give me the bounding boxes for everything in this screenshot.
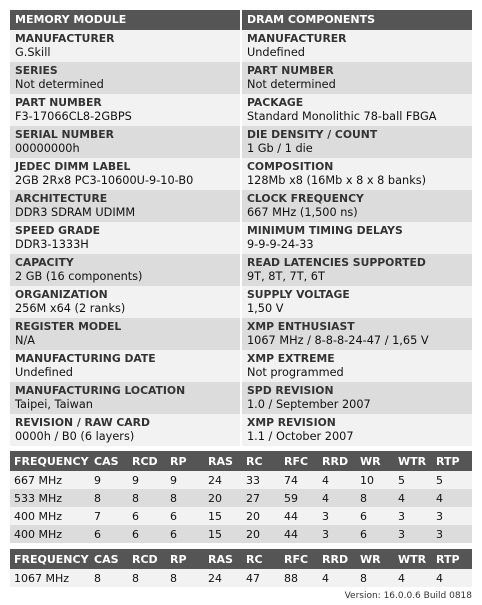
field-value: 00000000h [15,142,80,155]
memory-module-header: MEMORY MODULE [10,10,240,30]
left-info-cell [10,30,240,62]
right-info-cell [242,414,472,446]
left-info-cell [10,318,240,350]
field-value: 2 GB (16 components) [15,270,143,283]
timing-cell: 533 MHz [10,489,90,507]
timing-column-header: WTR [394,549,432,569]
field-label: MANUFACTURER [247,32,347,45]
timing-cell: 8 [128,569,166,587]
timing-cell: 27 [242,489,280,507]
timing-column-header: RC [242,451,280,471]
field-value: 667 MHz (1,500 ns) [247,206,358,219]
right-info-cell [242,254,472,286]
memory-module-column [10,10,240,446]
timing-cell: 47 [242,569,280,587]
timing-cell: 8 [356,489,394,507]
timing-cell: 5 [394,471,432,489]
timing-cell: 44 [280,525,318,543]
field-value: 256M x64 (2 ranks) [15,302,126,315]
timing-cell: 8 [90,489,128,507]
field-label: CAPACITY [15,256,74,269]
timing-cell: 3 [318,507,356,525]
timing-column-header: CAS [90,451,128,471]
right-info-cell [242,222,472,254]
field-value: Not determined [15,78,104,91]
left-info-cell [10,94,240,126]
field-value: 1.1 / October 2007 [247,430,354,443]
right-info-cell [242,94,472,126]
table-row [10,507,472,525]
right-info-cell [242,382,472,414]
timing-column-header: RFC [280,451,318,471]
field-label: MANUFACTURING LOCATION [15,384,186,397]
timing-cell: 4 [318,569,356,587]
timing-column-header: WTR [394,451,432,471]
field-value: Undefined [247,46,305,59]
timing-column-header: RRD [318,549,356,569]
timing-cell: 20 [242,507,280,525]
timing-cell: 24 [204,471,242,489]
timing-column-header: RAS [204,549,242,569]
jedec-timing-table [10,451,472,543]
timing-cell: 8 [166,569,204,587]
timing-cell: 10 [356,471,394,489]
field-label: MINIMUM TIMING DELAYS [247,224,403,237]
timing-column-header: RAS [204,451,242,471]
table-row [10,471,472,489]
xmp-timing-table [10,549,472,587]
timing-column-header: RFC [280,549,318,569]
dram-components-column [242,10,472,446]
timing-cell: 20 [204,489,242,507]
field-label: PART NUMBER [247,64,334,77]
timing-cell: 3 [318,525,356,543]
field-label: ORGANIZATION [15,288,108,301]
field-label: SPEED GRADE [15,224,101,237]
right-info-cell [242,158,472,190]
timing-cell: 3 [432,525,472,543]
field-value: Undefined [15,366,73,379]
field-label: MANUFACTURING DATE [15,352,156,365]
timing-cell: 6 [356,507,394,525]
timing-cell: 59 [280,489,318,507]
timing-cell: 7 [90,507,128,525]
timing-cell: 15 [204,525,242,543]
timing-column-header: RCD [128,549,166,569]
left-info-cell [10,126,240,158]
field-label: XMP ENTHUSIAST [247,320,355,333]
field-label: SPD REVISION [247,384,334,397]
timing-cell: 6 [166,525,204,543]
left-info-cell [10,254,240,286]
field-value: Taipei, Taiwan [15,398,93,411]
field-value: DDR3-1333H [15,238,89,251]
field-label: SERIES [15,64,58,77]
field-value: Not programmed [247,366,344,379]
left-info-cell [10,158,240,190]
timing-cell: 6 [128,507,166,525]
dram-components-header: DRAM COMPONENTS [242,10,472,30]
timing-cell: 74 [280,471,318,489]
timing-cell: 8 [90,569,128,587]
field-value: Not determined [247,78,336,91]
field-value: DDR3 SDRAM UDIMM [15,206,136,219]
timing-column-header: WR [356,549,394,569]
field-label: XMP REVISION [247,416,336,429]
timing-cell: 3 [394,507,432,525]
timing-column-header: FREQUENCY [10,549,90,569]
field-value: 1067 MHz / 8-8-8-24-47 / 1,65 V [247,334,429,347]
timing-cell: 9 [128,471,166,489]
field-label: MANUFACTURER [15,32,115,45]
right-info-cell [242,318,472,350]
left-info-cell [10,190,240,222]
timing-cell: 8 [356,569,394,587]
timing-column-header: WR [356,451,394,471]
table-row [10,525,472,543]
timing-column-header: RRD [318,451,356,471]
right-info-cell [242,286,472,318]
field-label: REVISION / RAW CARD [15,416,150,429]
field-value: N/A [15,334,35,347]
field-value: Standard Monolithic 78-ball FBGA [247,110,437,123]
timing-column-header: RCD [128,451,166,471]
timing-cell: 15 [204,507,242,525]
left-info-cell [10,62,240,94]
field-value: 0000h / B0 (6 layers) [15,430,135,443]
right-info-cell [242,62,472,94]
field-label: CLOCK FREQUENCY [247,192,364,205]
timing-column-header: RP [166,549,204,569]
timing-cell: 8 [128,489,166,507]
timing-column-header: RC [242,549,280,569]
field-value: 9-9-9-24-33 [247,238,314,251]
timing-cell: 44 [280,507,318,525]
timing-cell: 3 [432,507,472,525]
timing-cell: 24 [204,569,242,587]
timing-cell: 4 [394,569,432,587]
timing-cell: 88 [280,569,318,587]
timing-cell: 4 [394,489,432,507]
timing-cell: 4 [432,489,472,507]
timing-cell: 667 MHz [10,471,90,489]
timing-column-header: CAS [90,549,128,569]
field-value: F3-17066CL8-2GBPS [15,110,132,123]
field-value: 1,50 V [247,302,284,315]
field-label: SERIAL NUMBER [15,128,114,141]
timing-cell: 6 [166,507,204,525]
table-row [10,569,472,587]
timing-cell: 1067 MHz [10,569,90,587]
timing-cell: 400 MHz [10,507,90,525]
table-row [10,489,472,507]
timing-cell: 8 [166,489,204,507]
timing-cell: 5 [432,471,472,489]
left-info-cell [10,286,240,318]
left-info-cell [10,414,240,446]
field-label: DIE DENSITY / COUNT [247,128,378,141]
timing-cell: 3 [394,525,432,543]
timing-cell: 4 [432,569,472,587]
field-label: JEDEC DIMM LABEL [15,160,131,173]
timing-cell: 4 [318,489,356,507]
timing-cell: 4 [318,471,356,489]
field-value: 9T, 8T, 7T, 6T [247,270,325,283]
left-info-cell [10,382,240,414]
timing-cell: 6 [90,525,128,543]
right-info-cell [242,190,472,222]
version-label: Version: 16.0.0.6 Build 0818 [344,591,472,601]
timing-cell: 6 [356,525,394,543]
right-info-cell [242,126,472,158]
timing-cell: 9 [90,471,128,489]
left-info-cell [10,350,240,382]
timing-column-header: RTP [432,451,472,471]
timing-column-header: RP [166,451,204,471]
right-info-cell [242,350,472,382]
timing-column-header: RTP [432,549,472,569]
field-value: 128Mb x8 (16Mb x 8 x 8 banks) [247,174,427,187]
timing-cell: 20 [242,525,280,543]
field-value: 1 Gb / 1 die [247,142,313,155]
right-info-cell [242,30,472,62]
field-label: ARCHITECTURE [15,192,108,205]
field-label: REGISTER MODEL [15,320,122,333]
field-label: PART NUMBER [15,96,102,109]
field-label: COMPOSITION [247,160,334,173]
field-label: SUPPLY VOLTAGE [247,288,350,301]
timing-column-header: FREQUENCY [10,451,90,471]
left-info-cell [10,222,240,254]
timing-cell: 6 [128,525,166,543]
field-label: READ LATENCIES SUPPORTED [247,256,426,269]
field-value: G.Skill [15,46,51,59]
timing-cell: 400 MHz [10,525,90,543]
field-value: 1.0 / September 2007 [247,398,371,411]
field-label: XMP EXTREME [247,352,335,365]
field-label: PACKAGE [247,96,304,109]
timing-cell: 33 [242,471,280,489]
field-value: 2GB 2Rx8 PC3-10600U-9-10-B0 [15,174,194,187]
timing-cell: 9 [166,471,204,489]
